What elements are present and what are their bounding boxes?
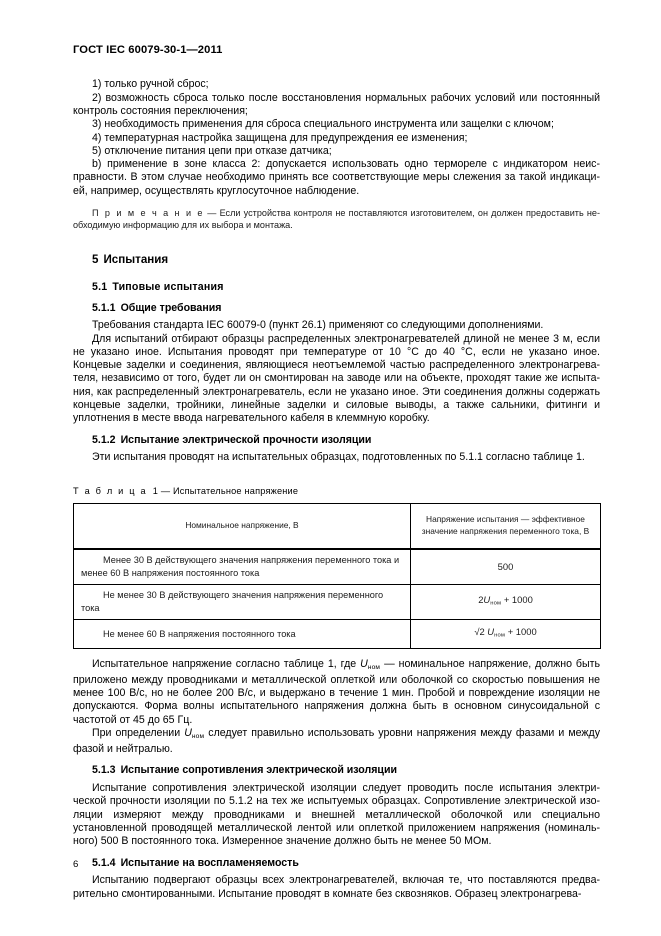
list-item-3: 3) необходимость применения для сброса специального инструмента или защелки с ключом; bbox=[92, 118, 554, 131]
table-header-nominal-voltage: Номинальное напряжение, В bbox=[74, 503, 411, 549]
table-cell-value bbox=[411, 619, 601, 648]
note-paragraph bbox=[73, 207, 600, 231]
table-row bbox=[74, 584, 601, 619]
list-item-b: b) применение в зоне класса 2: допускается использовать одно термореле с индикатором неисправности. В этом случае необходимо принять все соответствующие меры слежения за такой индикацией, например, осуществлять круглосуточное наблюдение. bbox=[73, 158, 600, 197]
table-cell-condition: Не менее 60 В напряжения постоянного тока bbox=[74, 619, 411, 648]
spacer bbox=[73, 649, 600, 658]
section-heading-5-1-4 bbox=[92, 857, 600, 870]
inline-variable-subscript: ном bbox=[367, 663, 381, 671]
paragraph-text-post: — номинальное напряжение, должно быть приложено между проводниками и металлической оплеткой или оболочкой со скоростью повышения не менее 100 В/с, но не более 200 В/с, и выдержано в течение 1 мин. Пробой и повреждение изоляции не допускаются. Форма волны испытательного напряжения должна быть в основном синусоидальной с частотой от 45 до 65 Гц. bbox=[73, 657, 600, 726]
formula-sqrt-two: √2 bbox=[474, 625, 488, 637]
inline-variable-subscript: ном bbox=[191, 732, 205, 740]
section-heading-5 bbox=[92, 253, 600, 267]
paragraph-text-pre: При определении bbox=[92, 726, 185, 739]
section-5-1-number: 5.1 bbox=[92, 280, 108, 293]
list-item-1: 1) только ручной сброс; bbox=[92, 78, 209, 91]
paragraph-5-1-3-a: Испытание сопротивления электрической изоляции следует проводить после испытания электрической прочности изоляции по 5.1.2 на тех же испытуемых образцах. Сопротивление электрической изоляции измеряют между проводниками и внешней металлической оболочкой или специально установленной проводящей металлической лентой или оплеткой приложением напряжения (номинального) 500 В постоянного тока. Измеренное значение должно быть не менее 50 МОм. bbox=[73, 782, 600, 848]
table-caption-dash: — bbox=[158, 485, 173, 496]
note-text: Если устройства контроля не поставляются изготовителем, он должен предоставить необходимую информацию для их выбора и монтажа. bbox=[73, 207, 600, 230]
inline-variable-u: U bbox=[360, 657, 368, 670]
paragraph-5-1-4-a: Испытанию подвергают образцы всех электронагревателей, включая те, что поставляются предварительно смонтированными. Испытание проводят в комнате без сквозняков. Образец электронагрева- bbox=[73, 874, 600, 900]
list-item-2: 2) возможность сброса только после восстановления нормальных рабочих условий или постоянный контроль состояния переключения; bbox=[73, 91, 600, 117]
table-caption-label: Т а б л и ц а bbox=[73, 485, 148, 496]
formula-subscript: ном bbox=[490, 600, 502, 607]
table-header-test-voltage: Напряжение испытания — эффективное значение напряжения переменного тока, В bbox=[411, 503, 601, 549]
table-cell-condition: Менее 30 В действующего значения напряжения переменного тока и менее 60 В напряжения постоянного тока bbox=[74, 549, 411, 585]
table-head bbox=[74, 503, 601, 549]
table-header-row bbox=[74, 503, 601, 549]
section-5-number: 5 bbox=[92, 252, 99, 266]
paragraph-after-table-a bbox=[73, 658, 600, 727]
paragraph-5-1-1-a: Требования стандарта IEC 60079-0 (пункт 26.1) применяют со следующими дополнениями. bbox=[92, 319, 544, 332]
formula-subscript: ном bbox=[494, 632, 506, 639]
formula-coefficient: 2 bbox=[478, 593, 484, 605]
inline-variable-u: U bbox=[184, 726, 192, 739]
formula-suffix: + 1000 bbox=[505, 625, 537, 637]
section-5-1-title: Типовые испытания bbox=[112, 280, 224, 293]
section-heading-5-1-3 bbox=[92, 764, 600, 777]
page-number: 6 bbox=[73, 859, 79, 870]
paragraph-5-1-2-a: Эти испытания проводят на испытательных образцах, подготовленных по 5.1.1 согласно таблице 1. bbox=[92, 451, 585, 464]
section-heading-5-1 bbox=[92, 281, 600, 294]
table-row bbox=[74, 619, 601, 648]
test-voltage-table bbox=[73, 503, 601, 649]
table-cell-condition: Не менее 30 В действующего значения напряжения переменного тока bbox=[74, 584, 411, 619]
section-heading-5-1-1 bbox=[92, 302, 600, 315]
list-item-5: 5) отключение питания цепи при отказе датчика; bbox=[92, 144, 332, 157]
list-item-4: 4) температурная настройка защищена для предупреждения ее изменения; bbox=[92, 131, 468, 144]
section-5-1-3-title: Испытание сопротивления электрической изоляции bbox=[120, 764, 397, 777]
section-5-1-4-number: 5.1.4 bbox=[92, 856, 116, 869]
paragraph-after-table-b bbox=[73, 727, 600, 756]
table-cell-value: 500 bbox=[411, 549, 601, 585]
formula-suffix: + 1000 bbox=[501, 593, 533, 605]
section-5-title: Испытания bbox=[103, 252, 169, 266]
paragraph-text-post: следует правильно использовать уровни напряжения между фазами и между фазой и нейтралью. bbox=[73, 726, 600, 756]
section-5-1-2-number: 5.1.2 bbox=[92, 433, 116, 446]
section-5-1-4-title: Испытание на воспламеняемость bbox=[120, 856, 299, 869]
table-caption-number: 1 bbox=[152, 485, 159, 496]
table-cell-value bbox=[411, 584, 601, 619]
page-content bbox=[73, 44, 600, 901]
section-5-1-1-number: 5.1.1 bbox=[92, 301, 116, 314]
table-caption bbox=[73, 486, 600, 496]
document-header: ГОСТ IEC 60079-30-1—2011 bbox=[73, 44, 223, 56]
paragraph-5-1-1-b: Для испытаний отбирают образцы распределенных электронагревателей длиной не менее 3 м, если не указано иное. Испытания проводят при температуре от 10 °C до 40 °C, если не указано иное. Концевые заделки и соединения, являющиеся неотъемлемой частью распределенного электронагревателя, независимо от того, будет ли он смонтирован на заводе или на объекте, проходят такие же испытания, как распределенный электронагреватель, если не указано иное. Эти соединения должны содержать концевые заделки, тройники, линейные заделки и силовые выводы, а также сальники, фитинги и уплотнения в месте ввода нагревательного кабеля в клеммную коробку. bbox=[73, 332, 600, 425]
table-body bbox=[74, 549, 601, 649]
table-row bbox=[74, 549, 601, 585]
note-label: П р и м е ч а н и е bbox=[92, 207, 205, 218]
table-caption-title: Испытательное напряжение bbox=[173, 485, 299, 496]
section-5-1-2-title: Испытание электрической прочности изоляции bbox=[120, 433, 372, 446]
note-dash: — bbox=[204, 207, 220, 218]
section-5-1-1-title: Общие требования bbox=[120, 301, 222, 314]
formula-variable-u: U bbox=[483, 593, 491, 605]
section-heading-5-1-2 bbox=[92, 434, 600, 447]
paragraph-text-pre: Испытательное напряжение согласно таблице 1, где bbox=[92, 657, 361, 670]
formula-variable-u: U bbox=[487, 625, 495, 637]
section-5-1-3-number: 5.1.3 bbox=[92, 764, 116, 777]
